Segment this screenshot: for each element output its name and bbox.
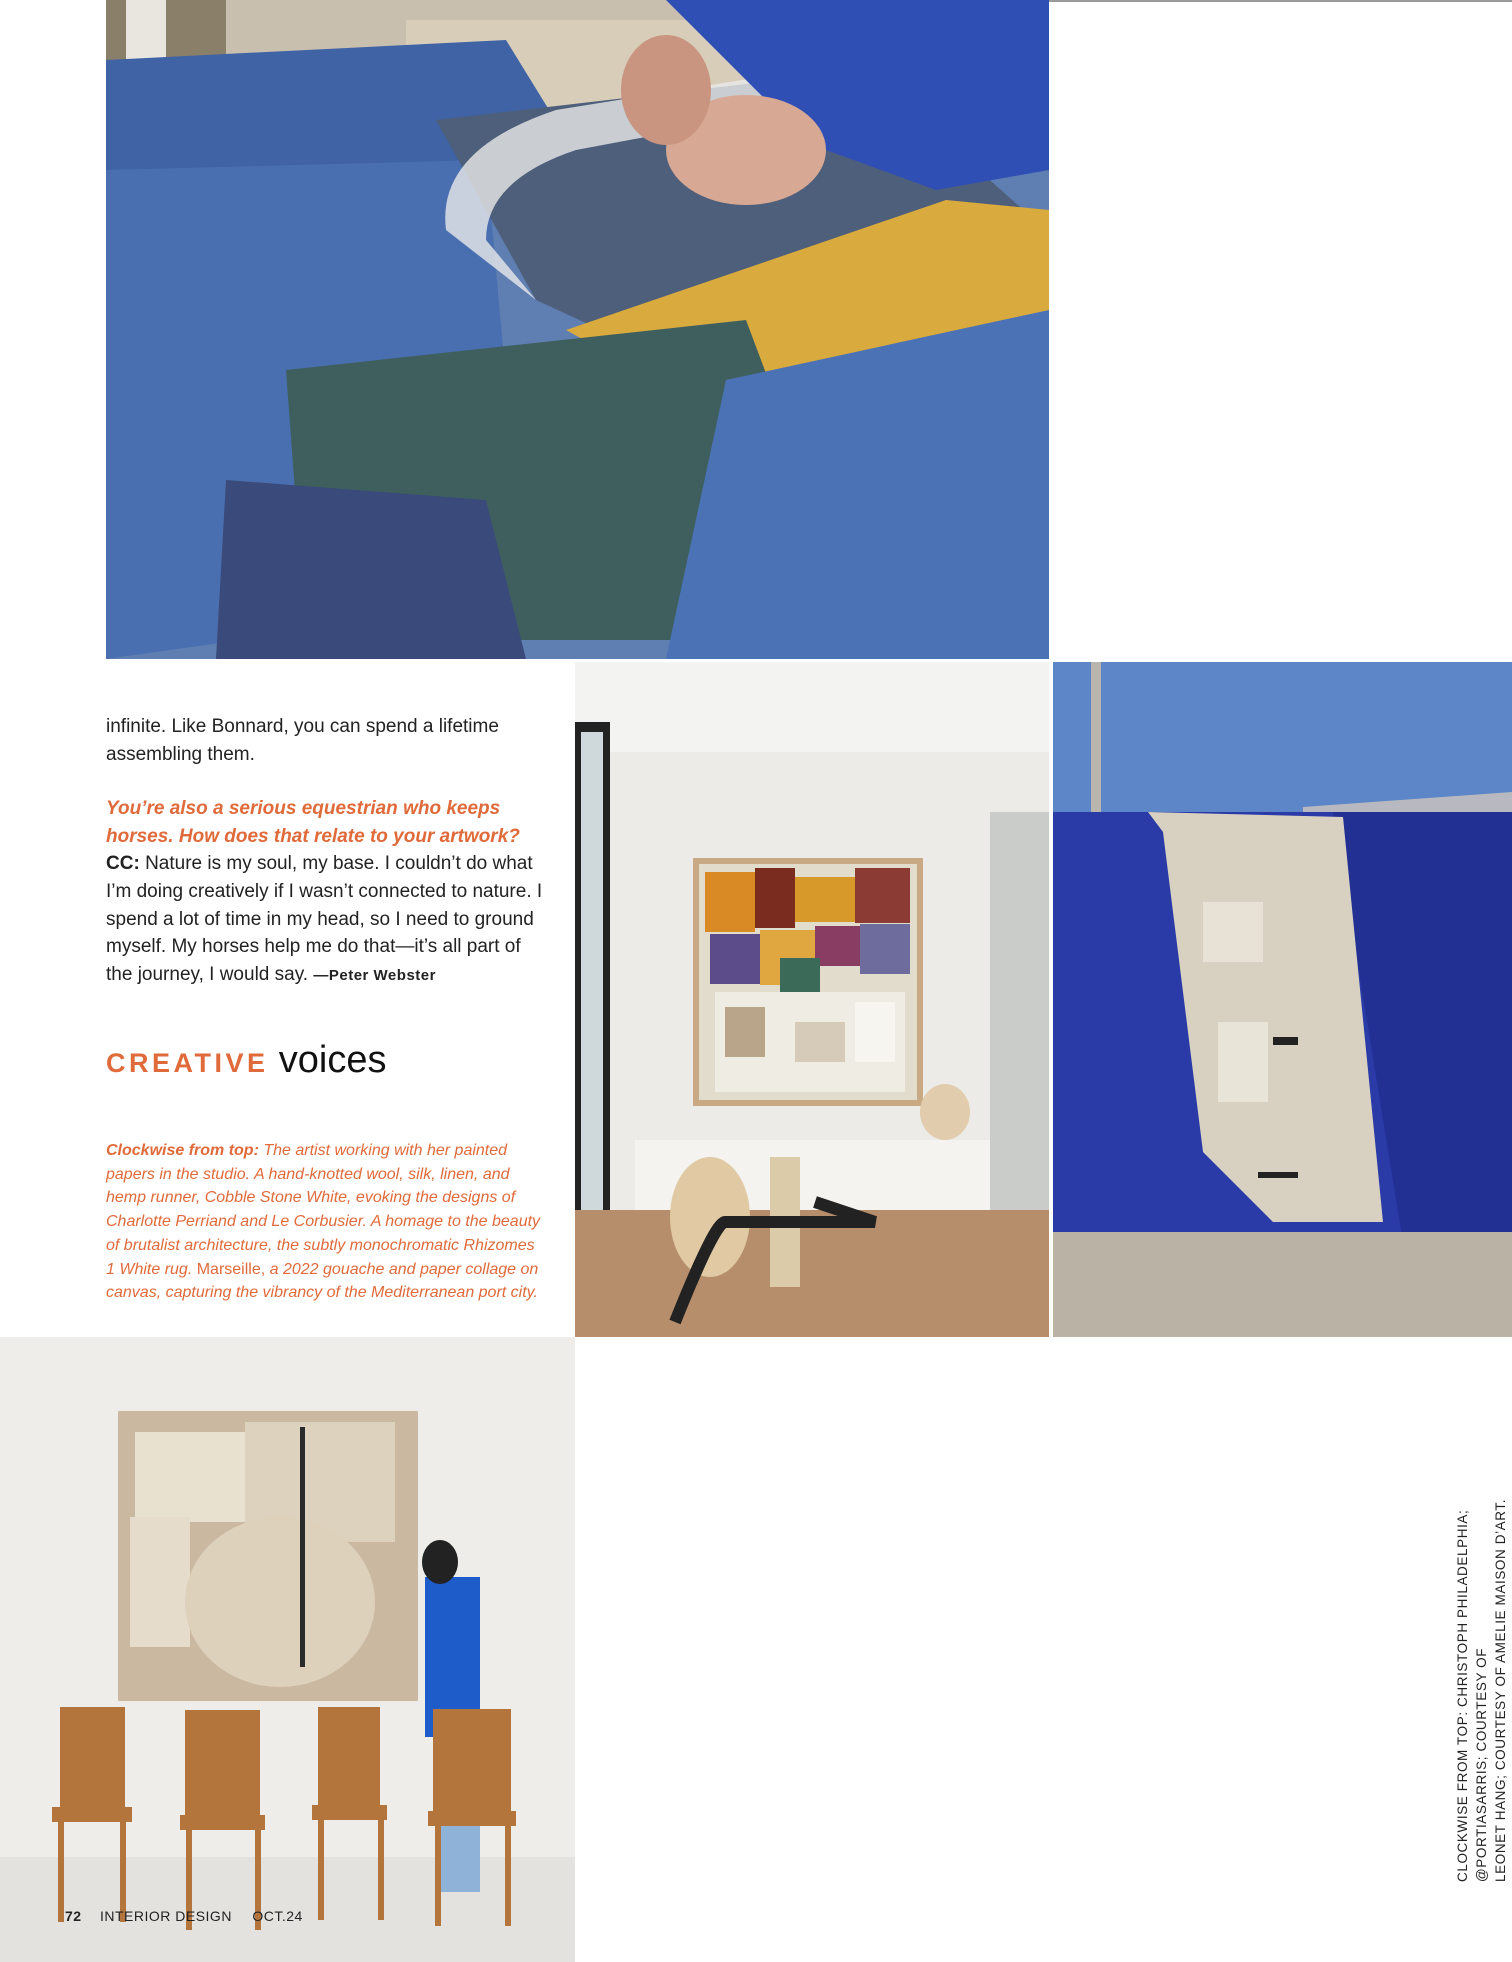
photo-credits xyxy=(1453,1380,1512,1882)
credit-line-1: CLOCKWISE FROM TOP: CHRISTOPH PHILADELPHIA; @PORTIASARRIS; COURTESY OF xyxy=(1455,1509,1489,1882)
answer-speaker: CC: xyxy=(106,853,140,875)
caption-part1: The artist working with her painted papers in the studio. A hand-knotted wool, silk, linen, and hemp runner, Cobble Stone White, evoking the designs of Charlotte Perriand and Le Corbusier. A homage to the beauty of brutalist architecture, the subtly monochromatic Rhizomes 1 White rug. xyxy=(106,1142,541,1278)
interview-answer xyxy=(106,850,546,989)
section-kicker: CREATIVE xyxy=(106,1048,269,1078)
section-heading xyxy=(106,1036,546,1087)
paragraph-end: infinite. Like Bonnard, you can spend a lifetime assembling them. xyxy=(106,716,499,765)
caption-part2: a 2022 gouache and paper collage on canvas, capturing the vibrancy of the Mediterranean port city. xyxy=(106,1260,539,1302)
page-footer xyxy=(65,1908,303,1924)
photo-caption xyxy=(106,1139,546,1305)
tapestry-photo xyxy=(0,1337,575,1962)
gallery-photo xyxy=(575,662,1049,1337)
studio-photo xyxy=(106,0,1049,659)
answer-text: Nature is my soul, my base. I couldn’t do what I’m doing creatively if I wasn’t connected to nature. I spend a lot of time in my head, so I need to ground myself. My horses help me do that—it’s all part of the journey, I would say. xyxy=(106,853,543,985)
rug-photo xyxy=(1053,662,1512,1337)
magazine-name: INTERIOR DESIGN xyxy=(99,1908,232,1924)
caption-lead: Clockwise from top: xyxy=(106,1142,259,1159)
author-byline: —Peter Webster xyxy=(313,966,436,984)
page-number: 72 xyxy=(65,1908,82,1924)
credit-line-2: LEONET HANG; COURTESY OF AMELIE MAISON D’ART. xyxy=(1493,1498,1508,1882)
section-word: voices xyxy=(278,1039,387,1081)
interview-question: You’re also a serious equestrian who keeps horses. How does that relate to your artwork? xyxy=(106,798,520,847)
article-body xyxy=(106,713,546,989)
top-rule xyxy=(1049,0,1512,2)
issue-date: OCT.24 xyxy=(252,1908,303,1924)
caption-roman: Marseille, xyxy=(196,1260,266,1278)
